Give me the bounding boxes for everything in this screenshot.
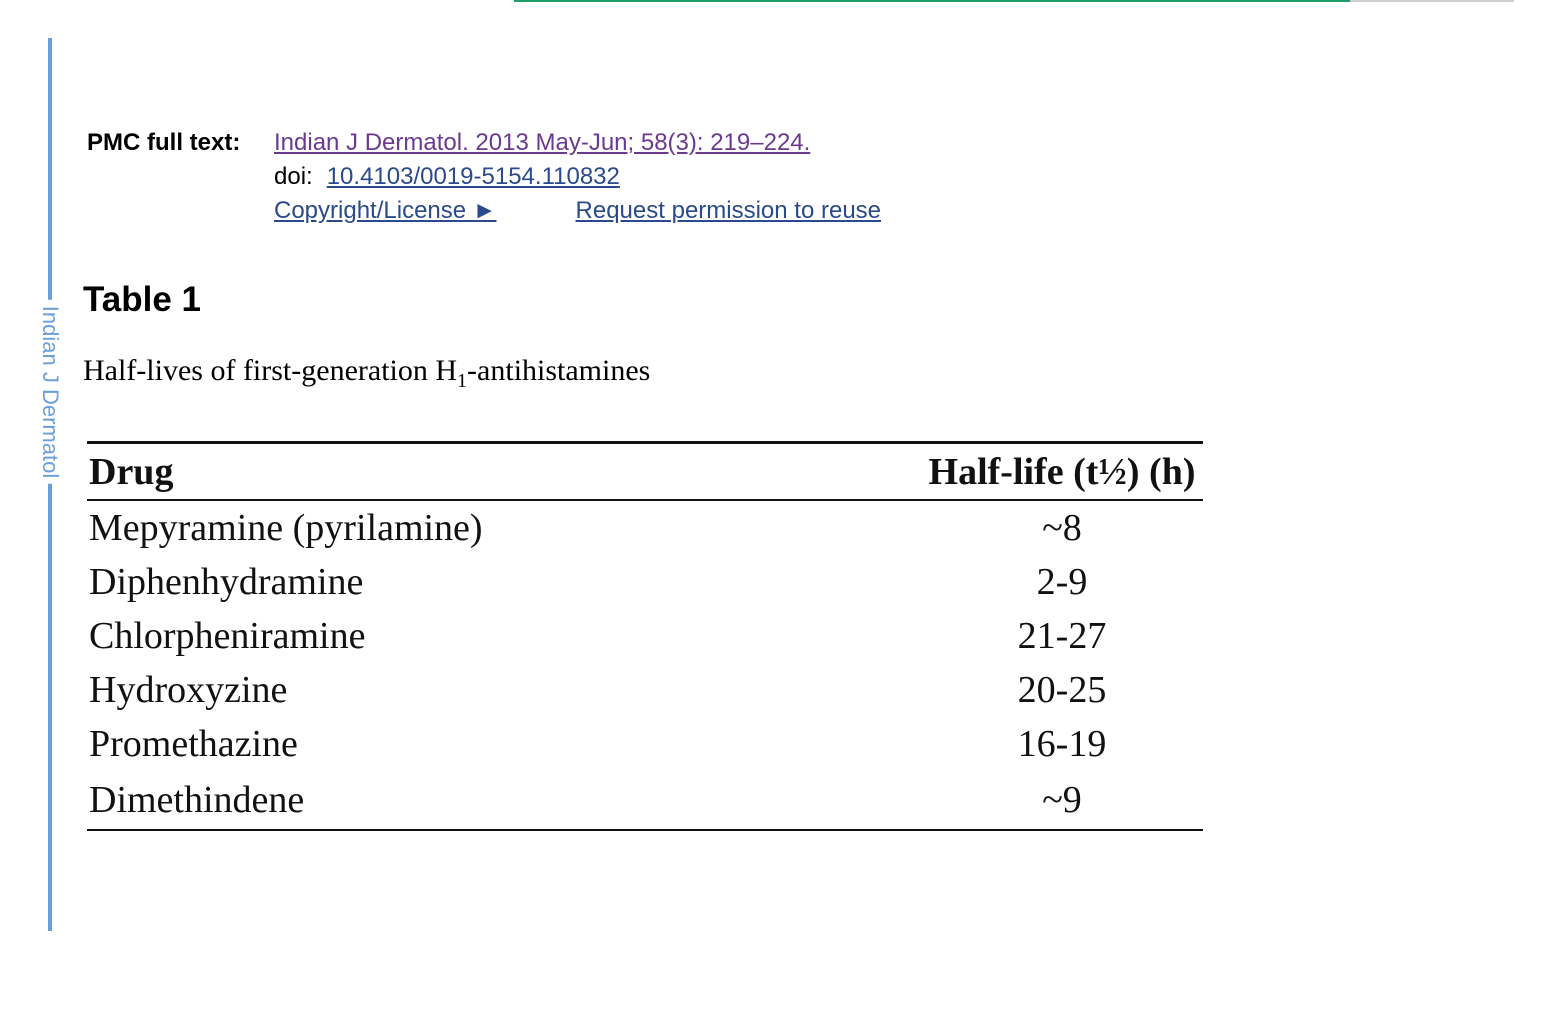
half-life-cell: 21-27 xyxy=(1017,615,1107,657)
label-spacer xyxy=(87,194,274,228)
table-row xyxy=(87,555,1203,609)
journal-side-label: Indian J Dermatol xyxy=(38,300,62,484)
doi-label: doi: xyxy=(274,163,313,190)
table-row xyxy=(87,663,1203,717)
drug-cell: Dimethindene xyxy=(89,779,305,821)
drug-cell: Hydroxyzine xyxy=(89,669,288,711)
half-life-cell: 16-19 xyxy=(1017,723,1107,765)
pmc-full-text-label: PMC full text: xyxy=(87,129,241,156)
article-reference-link[interactable]: Indian J Dermatol. 2013 May-Jun; 58(3): 219–224. xyxy=(274,129,811,156)
table-row xyxy=(87,609,1203,663)
copyright-license-link[interactable]: Copyright/License ► xyxy=(274,197,497,224)
label-spacer xyxy=(87,160,274,194)
column-header-half-life: Half-life (t½) (h) xyxy=(928,450,1196,493)
half-life-cell: 20-25 xyxy=(1017,669,1107,711)
request-permission-link[interactable]: Request permission to reuse xyxy=(575,197,882,224)
table-row xyxy=(87,500,1203,555)
citation-block xyxy=(87,126,881,228)
reading-progress-fill xyxy=(514,0,1350,2)
doi-link[interactable]: 10.4103/0019-5154.110832 xyxy=(326,163,620,190)
half-life-cell: ~9 xyxy=(1042,779,1082,821)
drug-cell: Promethazine xyxy=(89,723,298,765)
drug-cell: Diphenhydramine xyxy=(89,561,364,603)
link-gap xyxy=(497,194,576,228)
table-row xyxy=(87,717,1203,771)
drug-cell: Chlorpheniramine xyxy=(89,615,366,657)
table-header-row xyxy=(87,443,1203,501)
caption-text-start: Half-lives of first-generation H xyxy=(83,354,458,387)
half-life-cell: 2-9 xyxy=(1036,561,1088,603)
half-life-cell: ~8 xyxy=(1042,507,1082,549)
drug-cell: Mepyramine (pyrilamine) xyxy=(89,507,483,549)
caption-text-end: -antihistamines xyxy=(467,354,651,387)
reading-progress-bar xyxy=(514,0,1514,2)
journal-side-bar xyxy=(48,38,52,931)
column-header-drug: Drug xyxy=(89,450,174,493)
half-life-table xyxy=(87,441,1203,831)
caption-subscript: 1 xyxy=(457,370,468,392)
table-title: Table 1 xyxy=(83,280,202,319)
table-row xyxy=(87,771,1203,830)
table-caption xyxy=(83,354,650,393)
